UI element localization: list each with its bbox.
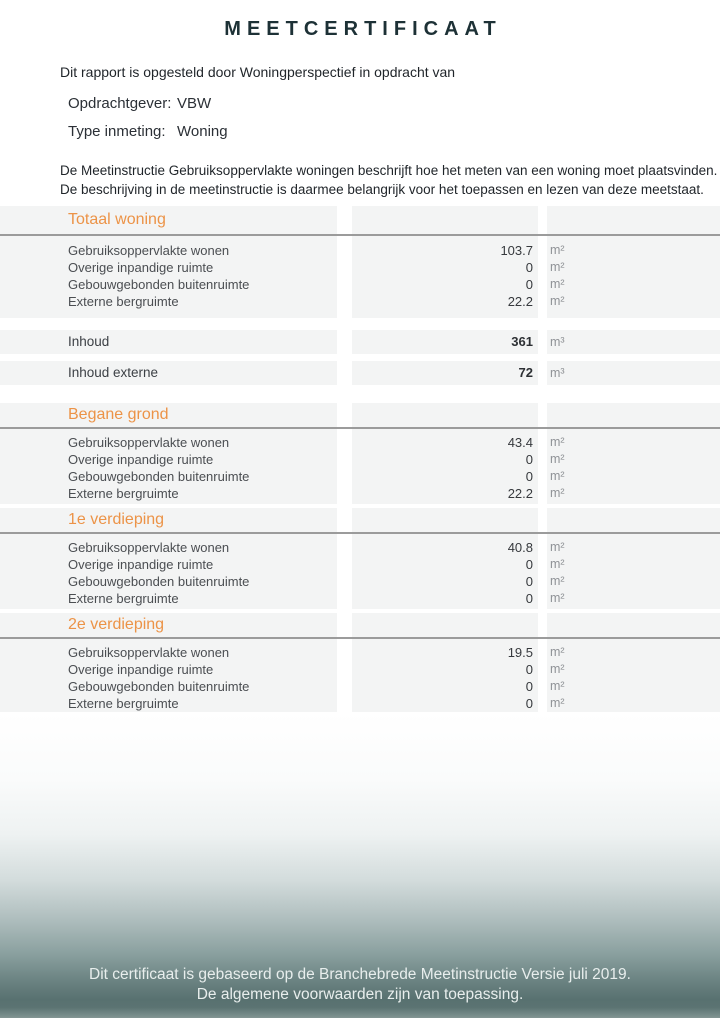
footer-line-1: Dit certificaat is gebaseerd op de Branchebrede Meetinstructie Versie juli 2019. [89, 966, 631, 983]
row-label: Gebouwgebonden buitenruimte [0, 468, 337, 485]
row-unit: m³ [547, 361, 720, 385]
row-label: Externe bergruimte [0, 485, 337, 502]
table-row [0, 695, 720, 712]
row-label: Gebruiksoppervlakte wonen [0, 242, 337, 259]
row-unit: m² [547, 485, 720, 502]
row-unit: m² [547, 695, 720, 712]
field-measurement-type [68, 123, 228, 140]
table-row [0, 451, 720, 468]
type-label: Type inmeting: [68, 123, 166, 140]
section-title: Totaal woning [0, 206, 337, 234]
row-label: Gebruiksoppervlakte wonen [0, 539, 337, 556]
instruction-line-2: De beschrijving in de meetinstructie is daarmee belangrijk voor het toepassen en lezen van deze meetstaat. [60, 182, 704, 197]
row-unit: m² [547, 573, 720, 590]
table-row [0, 573, 720, 590]
table-row [0, 590, 720, 607]
table-row [0, 434, 720, 451]
section-header-totaal-woning [0, 206, 720, 236]
row-label: Inhoud externe [0, 361, 337, 385]
row-label: Overige inpandige ruimte [0, 451, 337, 468]
measurement-table [0, 206, 720, 714]
row-unit: m² [547, 242, 720, 259]
row-label: Overige inpandige ruimte [0, 556, 337, 573]
section-title: 2e verdieping [0, 613, 337, 637]
row-unit: m² [547, 276, 720, 293]
table-row [0, 644, 720, 661]
section-header-2e-verdieping [0, 613, 720, 639]
row-label: Gebruiksoppervlakte wonen [0, 644, 337, 661]
table-row [0, 539, 720, 556]
row-value: 19.5 [352, 644, 538, 661]
client-value: VBW [177, 95, 212, 112]
row-label: Gebouwgebonden buitenruimte [0, 573, 337, 590]
row-value: 361 [352, 330, 538, 354]
row-unit: m² [547, 644, 720, 661]
row-value: 40.8 [352, 539, 538, 556]
row-unit: m² [547, 259, 720, 276]
row-label: Gebouwgebonden buitenruimte [0, 678, 337, 695]
row-label: Gebruiksoppervlakte wonen [0, 434, 337, 451]
table-row [0, 678, 720, 695]
instruction-line-1: De Meetinstructie Gebruiksoppervlakte woningen beschrijft hoe het meten van een woning moet plaatsvinden. [60, 163, 718, 178]
instruction-paragraph [60, 161, 717, 199]
total-row-inhoud-externe [0, 361, 720, 385]
row-value: 0 [352, 695, 538, 712]
table-row [0, 259, 720, 276]
row-value: 0 [352, 678, 538, 695]
row-label: Overige inpandige ruimte [0, 661, 337, 678]
row-label: Inhoud [0, 330, 337, 354]
field-client [68, 95, 211, 112]
row-label: Gebouwgebonden buitenruimte [0, 276, 337, 293]
table-row [0, 242, 720, 259]
row-unit: m² [547, 434, 720, 451]
row-label: Externe bergruimte [0, 695, 337, 712]
row-value: 0 [352, 451, 538, 468]
table-row [0, 556, 720, 573]
section-title: Begane grond [0, 403, 337, 427]
row-value: 0 [352, 556, 538, 573]
row-label: Externe bergruimte [0, 590, 337, 607]
row-unit: m² [547, 293, 720, 310]
row-label: Externe bergruimte [0, 293, 337, 310]
section-header-1e-verdieping [0, 508, 720, 534]
row-value: 0 [352, 590, 538, 607]
row-unit: m² [547, 678, 720, 695]
row-unit: m² [547, 590, 720, 607]
table-row [0, 468, 720, 485]
row-value: 43.4 [352, 434, 538, 451]
table-row [0, 485, 720, 502]
total-row-inhoud [0, 330, 720, 354]
intro-text: Dit rapport is opgesteld door Woningperspectief in opdracht van [60, 64, 456, 80]
client-label: Opdrachtgever: [68, 95, 172, 112]
footer-line-2: De algemene voorwaarden zijn van toepassing. [196, 986, 524, 1003]
row-unit: m² [547, 539, 720, 556]
page-title: MEETCERTIFICAAT [224, 18, 502, 40]
row-value: 0 [352, 276, 538, 293]
row-value: 103.7 [352, 242, 538, 259]
table-row [0, 293, 720, 310]
footer-text [0, 965, 720, 1005]
section-title: 1e verdieping [0, 508, 337, 532]
row-value: 22.2 [352, 293, 538, 310]
table-row [0, 276, 720, 293]
row-unit: m² [547, 556, 720, 573]
row-value: 0 [352, 661, 538, 678]
row-unit: m² [547, 451, 720, 468]
row-value: 22.2 [352, 485, 538, 502]
row-value: 0 [352, 259, 538, 276]
row-value: 0 [352, 468, 538, 485]
row-label: Overige inpandige ruimte [0, 259, 337, 276]
row-unit: m² [547, 468, 720, 485]
footer-gradient [0, 712, 720, 1018]
row-value: 72 [352, 361, 538, 385]
row-unit: m³ [547, 330, 720, 354]
row-value: 0 [352, 573, 538, 590]
type-value: Woning [177, 123, 228, 140]
section-header-begane-grond [0, 403, 720, 429]
row-unit: m² [547, 661, 720, 678]
table-row [0, 661, 720, 678]
